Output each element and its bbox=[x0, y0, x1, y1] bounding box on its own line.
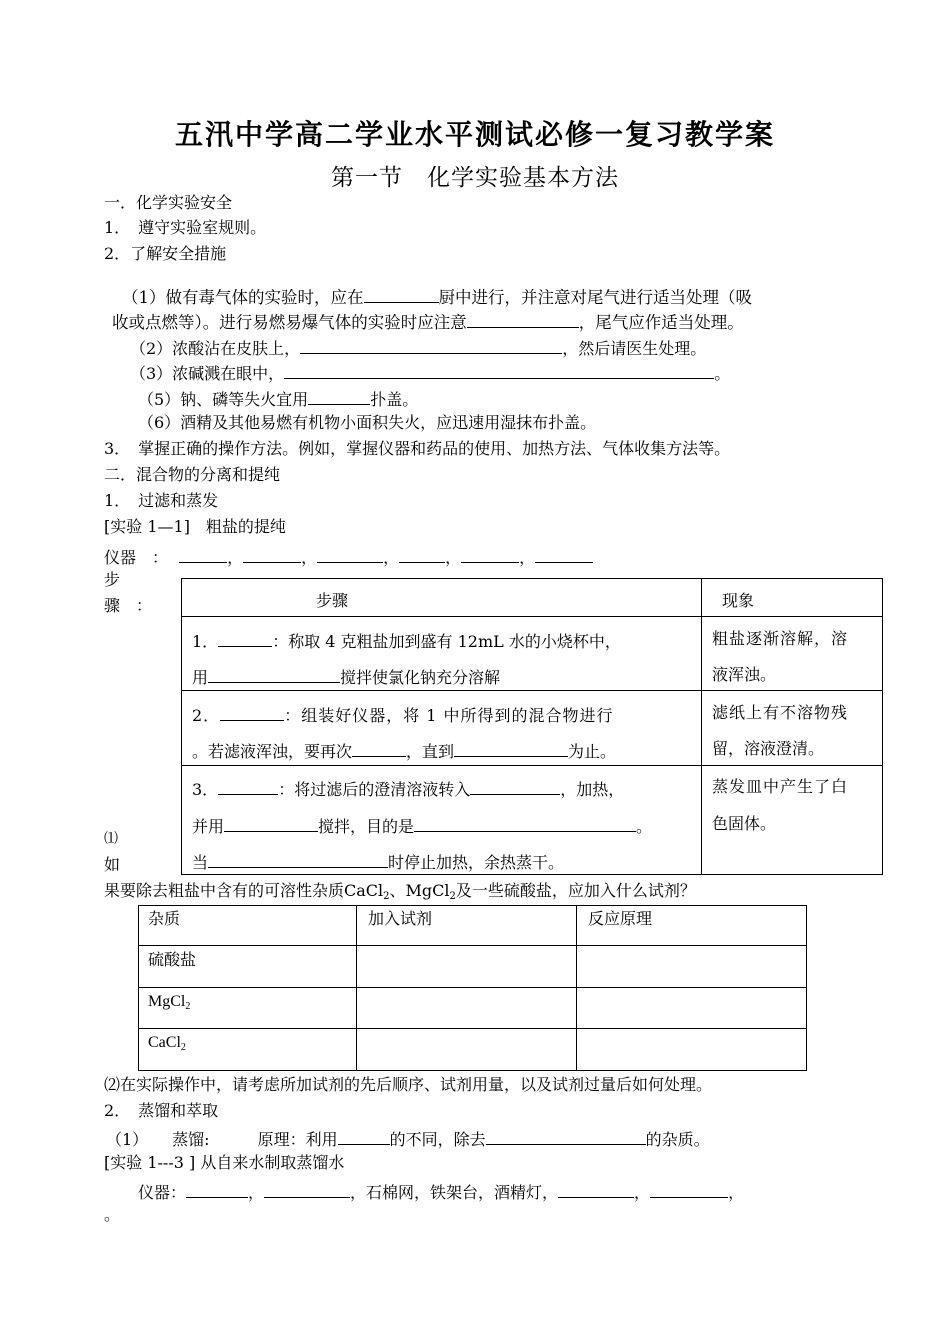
fill-blank[interactable] bbox=[300, 338, 562, 354]
fill-blank[interactable] bbox=[284, 363, 714, 379]
paragraph-sodium-fire: （5）钠、磷等失火宜用 扑盖。 bbox=[138, 390, 419, 409]
fill-blank[interactable] bbox=[414, 816, 636, 832]
table-cell-impurity: MgCl$_2$ bbox=[148, 993, 191, 1012]
instruments-line: 仪器 ： ， ， ， ， ， bbox=[104, 547, 593, 566]
sentence-end: 。 bbox=[104, 1205, 121, 1224]
question-text: ⑵在实际操作中，请考虑所加试剂的先后顺序、试剂用量，以及试剂过量后如何处理。 bbox=[104, 1075, 713, 1094]
fill-blank[interactable] bbox=[208, 667, 340, 683]
question-number: ⑴ bbox=[104, 831, 118, 847]
fill-blank[interactable] bbox=[243, 547, 301, 563]
table-cell-phenomenon-1: 粗盐逐渐溶解，溶 bbox=[712, 629, 849, 648]
fill-blank[interactable] bbox=[317, 547, 383, 563]
experiment-title: [实验 1—1] 粗盐的提纯 bbox=[104, 517, 286, 536]
table-cell-step-2: 2． ：组装好仪器，将 1 中所得到的混合物进行 bbox=[192, 706, 614, 725]
paragraph-alkali: （3）浓碱溅在眼中， 。 bbox=[130, 364, 731, 383]
paragraph-flammable-gas: 收或点燃等）。进行易燃易爆气体的实验时应注意 ，尾气应作适当处理。 bbox=[112, 313, 744, 332]
table-cell-impurity: 硫酸盐 bbox=[148, 950, 197, 969]
fill-blank[interactable] bbox=[264, 1182, 350, 1198]
table-header: 加入试剂 bbox=[368, 909, 433, 928]
table-cell-phenomenon-2: 留，溶液澄清。 bbox=[712, 739, 825, 758]
fill-blank[interactable] bbox=[338, 1129, 390, 1145]
fill-blank[interactable] bbox=[218, 631, 272, 647]
table-cell-phenomenon-3: 蒸发皿中产生了白 bbox=[712, 777, 849, 796]
steps-label: 骤 ： bbox=[104, 596, 153, 615]
paragraph-toxic-gas: （1）做有毒气体的实验时，应在 厨中进行，并注意对尾气进行适当处理（吸 bbox=[122, 288, 752, 307]
paragraph-alcohol-fire: （6）酒精及其他易燃有机物小面积失火，应迅速用湿抹布扑盖。 bbox=[138, 413, 597, 432]
reagent-table bbox=[138, 905, 807, 1071]
table-cell-phenomenon-3: 色固体。 bbox=[712, 814, 777, 833]
table-cell-step-3: 并用 搅拌，目的是 。 bbox=[192, 817, 653, 836]
list-item: 1． 过滤和蒸发 bbox=[104, 491, 219, 510]
fill-blank[interactable] bbox=[467, 312, 579, 328]
list-item: 3． 掌握正确的操作方法。例如，掌握仪器和药品的使用、加热方法、气体收集方法等。 bbox=[104, 439, 731, 458]
section-heading-safety: 一．化学实验安全 bbox=[104, 193, 233, 212]
question-text: 果要除去粗盐中含有的可溶性杂质CaCl$_2$、MgCl$_2$及一些硫酸盐，应加入什么试剂？ bbox=[104, 881, 696, 902]
table-header: 反应原理 bbox=[588, 909, 653, 928]
table-cell-step-3: 当 时停止加热，余热蒸干。 bbox=[192, 853, 565, 872]
fill-blank[interactable] bbox=[364, 287, 439, 303]
table-cell-impurity: CaCl$_2$ bbox=[148, 1034, 186, 1053]
table-cell-step-1: 用 搅拌使氯化钠充分溶解 bbox=[192, 668, 501, 687]
fill-blank[interactable] bbox=[461, 547, 519, 563]
fill-blank[interactable] bbox=[208, 852, 388, 868]
fill-blank[interactable] bbox=[535, 547, 593, 563]
list-item: 2．了解安全措施 bbox=[104, 244, 227, 263]
section-subtitle: 第一节 化学实验基本方法 bbox=[331, 165, 619, 191]
list-item: 2． 蒸馏和萃取 bbox=[104, 1101, 219, 1120]
fill-blank[interactable] bbox=[220, 705, 284, 721]
distillation-principle: （1） 蒸馏: 原理：利用 的不同，除去 的杂质。 bbox=[106, 1130, 710, 1149]
fill-blank[interactable] bbox=[399, 547, 445, 563]
table-header: 步骤 bbox=[316, 591, 349, 610]
table-cell-phenomenon-1: 液浑浊。 bbox=[712, 665, 777, 684]
fill-blank[interactable] bbox=[454, 741, 568, 757]
table-cell-phenomenon-2: 滤纸上有不溶物残 bbox=[712, 703, 849, 722]
fill-blank[interactable] bbox=[218, 779, 278, 795]
fill-blank[interactable] bbox=[352, 741, 406, 757]
fill-blank[interactable] bbox=[179, 547, 227, 563]
fill-blank[interactable] bbox=[186, 1182, 248, 1198]
table-cell-step-2: 。若滤液浑浊，要再次 ，直到 为止。 bbox=[192, 742, 617, 761]
table-header: 现象 bbox=[722, 591, 755, 610]
table-cell-step-3: 3． ：将过滤后的澄清溶液转入 ，加热， bbox=[192, 780, 625, 799]
table-cell-step-1: 1． ：称取 4 克粗盐加到盛有 12mL 水的小烧杯中， bbox=[192, 632, 621, 651]
list-item: 1． 遵守实验室规则。 bbox=[104, 218, 267, 237]
table-header: 杂质 bbox=[148, 909, 181, 928]
steps-label: 步 bbox=[104, 570, 121, 589]
question-text: 如 bbox=[104, 855, 121, 874]
fill-blank[interactable] bbox=[558, 1182, 634, 1198]
paragraph-acid: （2）浓酸沾在皮肤上， ，然后请医生处理。 bbox=[130, 339, 707, 358]
experiment-title: [实验 1---3 ] 从自来水制取蒸馏水 bbox=[104, 1153, 345, 1172]
page-title: 五汛中学高二学业水平测试必修一复习教学案 bbox=[174, 118, 775, 151]
instruments-line: 仪器： ， ，石棉网，铁架台，酒精灯， ， ， bbox=[138, 1183, 745, 1202]
fill-blank[interactable] bbox=[470, 779, 560, 795]
section-heading-separation: 二．混合物的分离和提纯 bbox=[104, 465, 281, 484]
fill-blank[interactable] bbox=[486, 1129, 646, 1145]
fill-blank[interactable] bbox=[224, 816, 318, 832]
fill-blank[interactable] bbox=[308, 389, 370, 405]
fill-blank[interactable] bbox=[650, 1182, 728, 1198]
